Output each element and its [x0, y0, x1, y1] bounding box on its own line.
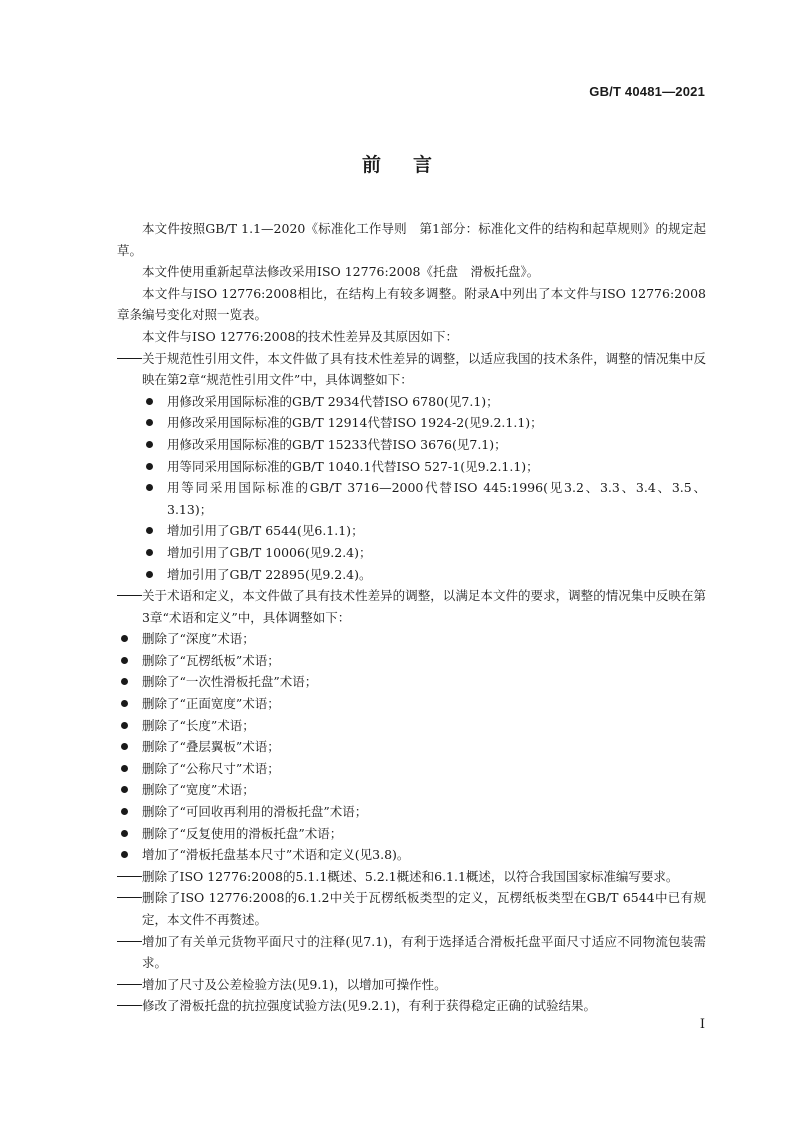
intro-paragraph: 本文件按照GB/T 1.1—2020《标准化工作导则 第1部分：标准化文件的结构和起草规则》的规定起草。 — [117, 221, 706, 258]
list-item-text: 删除了“公称尺寸”术语； — [142, 760, 280, 776]
list-item — [142, 520, 706, 542]
bullet-icon — [121, 743, 128, 750]
diff-item — [117, 995, 706, 1017]
list-item — [117, 736, 706, 758]
intro-paragraph: 本文件使用重新起草法修改采用ISO 12776:2008《托盘 滑板托盘》。 — [142, 264, 540, 280]
bullet-icon — [146, 571, 153, 578]
bullet-icon — [146, 419, 153, 426]
list-item-text: 删除了“正面宽度”术语； — [142, 696, 280, 712]
list-item-text: 用修改采用国际标准的GB/T 12914代替ISO 1924-2(见9.2.1.1)； — [167, 415, 543, 431]
intro-paragraph: 本文件与ISO 12776:2008相比，在结构上有较多调整。附录A中列出了本文件与ISO 12776:2008章条编号变化对照一览表。 — [117, 285, 706, 323]
diff-item — [117, 887, 706, 930]
diff-text: 删除了ISO 12776:2008的5.1.1概述、5.2.1概述和6.1.1概述，以符合我国国家标准编写要求。 — [142, 868, 679, 884]
list-item-text: 用等同采用国际标准的GB/T 1040.1代替ISO 527-1(见9.2.1.1)； — [167, 458, 539, 474]
bullet-icon — [121, 700, 128, 707]
diff-text: 删除了ISO 12776:2008的6.1.2中关于瓦楞纸板类型的定义，瓦楞纸板类型在GB/T 6544中已有规定，本文件不再赘述。 — [142, 890, 706, 927]
diff-item-normative-refs — [117, 348, 706, 391]
list-item-text: 用修改采用国际标准的GB/T 2934代替ISO 6780(见7.1)； — [167, 393, 499, 409]
bullet-icon — [146, 398, 153, 405]
bullet-icon — [146, 441, 153, 448]
list-item — [142, 412, 706, 434]
diff-text: 修改了滑板托盘的抗拉强度试验方法(见9.2.1)，有利于获得稳定正确的试验结果。 — [142, 998, 597, 1014]
page-title: 前言 — [361, 154, 464, 176]
diff-text: 关于规范性引用文件，本文件做了具有技术性差异的调整，以适应我国的技术条件，调整的情况集中反映在第2章“规范性引用文件”中，具体调整如下： — [142, 350, 706, 388]
bullet-icon — [121, 786, 128, 793]
list-item — [117, 801, 706, 823]
dash-mark — [117, 897, 142, 898]
diff-item-terms — [117, 585, 706, 628]
diff-item — [117, 866, 706, 888]
list-item — [117, 671, 706, 693]
dash-mark — [117, 941, 142, 942]
dash-mark — [117, 984, 142, 985]
list-item — [117, 715, 706, 737]
list-item-text: 增加了“滑板托盘基本尺寸”术语和定义(见3.8)。 — [142, 847, 410, 863]
list-item — [117, 758, 706, 780]
bullet-icon — [121, 851, 128, 858]
list-item — [117, 844, 706, 866]
bullet-icon — [121, 830, 128, 837]
list-item — [142, 477, 706, 520]
bullet-icon — [121, 722, 128, 729]
page-number: I — [699, 1017, 705, 1032]
list-item — [142, 542, 706, 564]
diff-text: 增加了有关单元货物平面尺寸的注释(见7.1)，有利于选择适合滑板托盘平面尺寸适应不同物流包装需求。 — [142, 933, 706, 971]
standard-code: GB/T 40481—2021 — [589, 84, 705, 99]
bullet-icon — [146, 484, 153, 491]
intro-paragraph: 本文件与ISO 12776:2008的技术性差异及其原因如下： — [142, 328, 459, 344]
list-item-text: 删除了“宽度”术语； — [142, 782, 255, 798]
list-item-text: 删除了“长度”术语； — [142, 717, 255, 733]
list-item-text: 删除了“叠层翼板”术语； — [142, 739, 280, 755]
bullet-icon — [121, 765, 128, 772]
dash-mark — [117, 358, 142, 359]
bullet-icon — [121, 678, 128, 685]
list-item-text: 增加引用了GB/T 10006(见9.2.4)； — [167, 544, 372, 560]
list-item — [142, 434, 706, 456]
diff-text: 增加了尺寸及公差检验方法(见9.1)，以增加可操作性。 — [142, 976, 447, 992]
list-item — [117, 779, 706, 801]
bullet-icon — [121, 808, 128, 815]
bullet-icon — [146, 463, 153, 470]
list-item — [117, 650, 706, 672]
bullet-icon — [121, 635, 128, 642]
list-item — [117, 693, 706, 715]
diff-text: 关于术语和定义，本文件做了具有技术性差异的调整，以满足本文件的要求，调整的情况集中反映在第3章“术语和定义”中，具体调整如下： — [142, 588, 706, 625]
list-item-text: 删除了“一次性滑板托盘”术语； — [142, 674, 318, 690]
list-item-text: 删除了“深度”术语； — [142, 631, 255, 647]
list-item — [142, 456, 706, 478]
list-item-text: 删除了“可回收再利用的滑板托盘”术语； — [142, 804, 368, 820]
bullet-icon — [146, 549, 153, 556]
list-item-text: 删除了“瓦楞纸板”术语； — [142, 652, 280, 668]
list-item — [142, 564, 706, 586]
diff-item — [117, 931, 706, 974]
dash-mark — [117, 1005, 142, 1006]
dash-mark — [117, 876, 142, 877]
diff-item — [117, 974, 706, 996]
list-item-text: 用等同采用国际标准的GB/T 3716—2000代替ISO 445:1996(见3.2、3.3、3.4、3.5、3.13)； — [167, 480, 706, 517]
list-item-text: 删除了“反复使用的滑板托盘”术语； — [142, 825, 343, 841]
list-item — [117, 823, 706, 845]
dash-mark — [117, 595, 142, 596]
bullet-icon — [121, 657, 128, 664]
terms-list — [117, 628, 706, 866]
list-item — [142, 391, 706, 413]
list-item-text: 增加引用了GB/T 22895(见9.2.4)。 — [167, 566, 372, 582]
normative-refs-list — [117, 391, 706, 585]
list-item — [117, 628, 706, 650]
preface-body — [117, 218, 706, 1017]
list-item-text: 用修改采用国际标准的GB/T 15233代替ISO 3676(见7.1)； — [167, 436, 507, 452]
bullet-icon — [146, 527, 153, 534]
list-item-text: 增加引用了GB/T 6544(见6.1.1)； — [167, 523, 364, 539]
